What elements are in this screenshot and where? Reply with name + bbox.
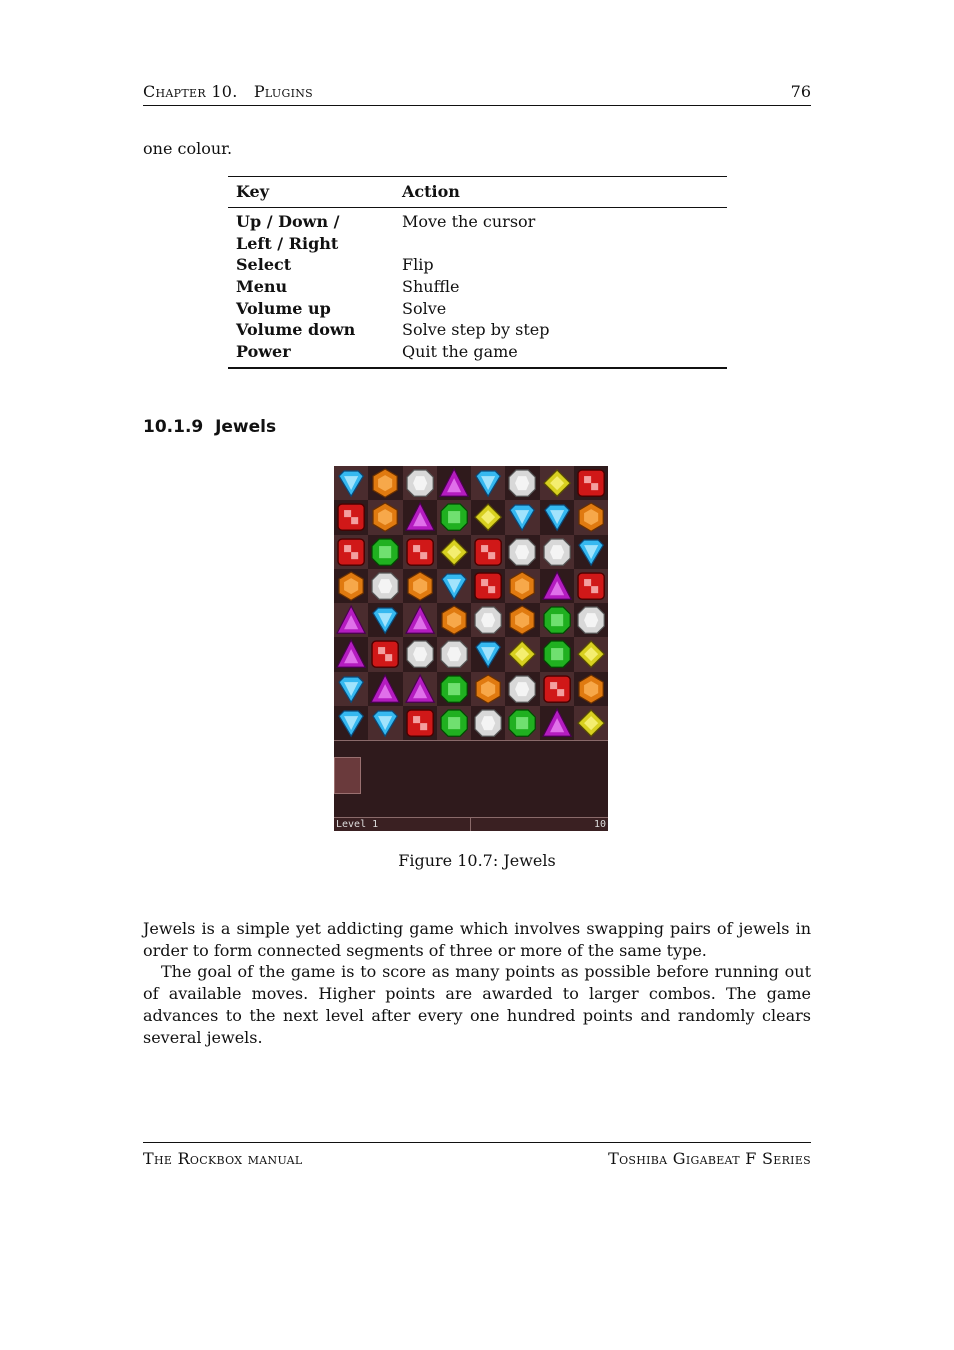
jewel-cell <box>368 603 402 637</box>
white-jewel-icon <box>505 672 539 706</box>
jewel-cell <box>574 500 608 534</box>
key-cell <box>236 298 331 320</box>
jewel-cell <box>540 637 574 671</box>
red-jewel-icon <box>540 672 574 706</box>
jewel-cell <box>403 535 437 569</box>
white-jewel-icon <box>505 535 539 569</box>
yellow-jewel-icon <box>540 466 574 500</box>
yellow-jewel-icon <box>574 637 608 671</box>
jewel-cell <box>471 672 505 706</box>
jewel-cell <box>403 603 437 637</box>
diamond-jewel-icon <box>334 706 368 740</box>
purple-jewel-icon <box>437 466 471 500</box>
diamond-jewel-icon <box>540 500 574 534</box>
jewel-cell <box>437 637 471 671</box>
status-level: Level 1 <box>336 819 379 830</box>
jewel-cell <box>471 603 505 637</box>
jewel-cell <box>437 569 471 603</box>
chapter-label: Chapter 10. <box>143 82 238 101</box>
orange-jewel-icon <box>574 500 608 534</box>
red-jewel-icon <box>471 569 505 603</box>
jewel-cell <box>368 500 402 534</box>
diamond-jewel-icon <box>334 466 368 500</box>
jewel-cell <box>505 603 539 637</box>
red-jewel-icon <box>334 500 368 534</box>
orange-jewel-icon <box>471 672 505 706</box>
jewel-cell <box>403 466 437 500</box>
jewel-cell <box>471 535 505 569</box>
jewel-cell <box>368 466 402 500</box>
green-jewel-icon <box>368 535 402 569</box>
green-jewel-icon <box>540 603 574 637</box>
jewel-cell <box>505 706 539 740</box>
jewel-cell <box>334 569 368 603</box>
action-cell: Quit the game <box>402 342 518 362</box>
action-cell: Flip <box>402 255 434 275</box>
yellow-jewel-icon <box>505 637 539 671</box>
red-jewel-icon <box>334 535 368 569</box>
jewel-cell <box>574 603 608 637</box>
paragraph-goal: The goal of the game is to score as many points as possible before running out of available moves. Higher points are awarded to larger combos. The game advances to the next level after every one hundred points and randomly clears several jewels. <box>143 962 811 1047</box>
status-score: 10 <box>593 819 606 830</box>
jewel-cell <box>368 672 402 706</box>
key-line: Volume up <box>236 298 331 318</box>
orange-jewel-icon <box>334 569 368 603</box>
key-line: Left / Right <box>236 233 339 253</box>
header-rule <box>143 105 811 106</box>
jewel-cell <box>540 535 574 569</box>
white-jewel-icon <box>574 603 608 637</box>
key-cell <box>236 211 340 254</box>
intro-fragment: one colour. <box>143 139 233 158</box>
diamond-jewel-icon <box>437 569 471 603</box>
orange-jewel-icon <box>574 672 608 706</box>
table-row <box>228 254 727 276</box>
diamond-jewel-icon <box>471 466 505 500</box>
status-divider <box>470 817 471 831</box>
purple-jewel-icon <box>368 672 402 706</box>
jewel-cell <box>334 466 368 500</box>
jewel-cell <box>540 569 574 603</box>
col-key-header: Key <box>236 182 270 201</box>
diamond-jewel-icon <box>368 706 402 740</box>
white-jewel-icon <box>540 535 574 569</box>
diamond-jewel-icon <box>368 603 402 637</box>
jewel-cell <box>334 535 368 569</box>
key-cell <box>236 254 291 276</box>
yellow-jewel-icon <box>574 706 608 740</box>
grid-bottom-line <box>334 740 608 741</box>
jewel-cell <box>334 706 368 740</box>
red-jewel-icon <box>574 569 608 603</box>
action-cell: Move the cursor <box>402 212 536 231</box>
jewel-cell <box>368 569 402 603</box>
jewel-cell <box>471 500 505 534</box>
key-table <box>228 176 727 369</box>
figure-caption: Figure 10.7: Jewels <box>398 851 556 870</box>
red-jewel-icon <box>403 535 437 569</box>
jewel-cell <box>574 535 608 569</box>
white-jewel-icon <box>471 706 505 740</box>
purple-jewel-icon <box>403 500 437 534</box>
jewel-cell <box>540 706 574 740</box>
key-line: Volume down <box>236 320 356 340</box>
table-row <box>228 211 727 254</box>
purple-jewel-icon <box>334 637 368 671</box>
white-jewel-icon <box>471 603 505 637</box>
orange-jewel-icon <box>403 569 437 603</box>
jewel-cell <box>574 637 608 671</box>
footer-rule <box>143 1142 811 1143</box>
diamond-jewel-icon <box>471 637 505 671</box>
key-cell <box>236 341 291 363</box>
jewel-cell <box>437 535 471 569</box>
white-jewel-icon <box>505 466 539 500</box>
jewel-cell <box>368 706 402 740</box>
jewel-cell <box>471 637 505 671</box>
section-title: Jewels <box>215 417 277 437</box>
jewel-cell <box>471 569 505 603</box>
jewel-cell <box>540 672 574 706</box>
jewel-cell <box>574 706 608 740</box>
chapter-heading <box>143 82 313 101</box>
green-jewel-icon <box>505 706 539 740</box>
purple-jewel-icon <box>540 569 574 603</box>
jewel-cell <box>334 637 368 671</box>
action-cell: Solve <box>402 298 447 318</box>
action-cell: Solve step by step <box>402 320 550 340</box>
section-heading <box>143 417 276 437</box>
table-row <box>228 298 727 320</box>
diamond-jewel-icon <box>334 672 368 706</box>
jewel-cell <box>505 466 539 500</box>
jewel-cell <box>540 603 574 637</box>
jewel-cell <box>471 706 505 740</box>
orange-jewel-icon <box>505 603 539 637</box>
red-jewel-icon <box>368 637 402 671</box>
key-cell <box>236 319 355 341</box>
jewel-cell <box>437 672 471 706</box>
jewel-cell <box>540 500 574 534</box>
jewel-cell <box>334 500 368 534</box>
red-jewel-icon <box>403 706 437 740</box>
jewel-cell <box>505 500 539 534</box>
purple-jewel-icon <box>540 706 574 740</box>
white-jewel-icon <box>403 637 437 671</box>
white-jewel-icon <box>368 569 402 603</box>
jewel-cell <box>437 466 471 500</box>
jewel-cell <box>471 466 505 500</box>
orange-jewel-icon <box>368 466 402 500</box>
key-line: Power <box>236 342 291 362</box>
table-row <box>228 276 727 298</box>
key-line: Up / Down / <box>236 212 340 231</box>
jewel-cell <box>574 466 608 500</box>
diamond-jewel-icon <box>505 500 539 534</box>
jewel-cell <box>403 672 437 706</box>
page-number: 76 <box>790 82 811 101</box>
jewels-game-screenshot <box>334 466 608 831</box>
table-body <box>228 208 727 367</box>
orange-jewel-icon <box>368 500 402 534</box>
white-jewel-icon <box>437 637 471 671</box>
yellow-jewel-icon <box>437 535 471 569</box>
jewel-cell <box>437 500 471 534</box>
level-progress-box <box>334 757 361 794</box>
purple-jewel-icon <box>403 603 437 637</box>
key-line: Menu <box>236 277 288 297</box>
jewel-cell <box>574 672 608 706</box>
table-bottom-rule <box>228 367 727 369</box>
purple-jewel-icon <box>334 603 368 637</box>
action-cell: Shuffle <box>402 277 460 297</box>
green-jewel-icon <box>437 706 471 740</box>
jewel-cell <box>505 672 539 706</box>
section-number: 10.1.9 <box>143 417 204 437</box>
footer-device-series: Toshiba Gigabeat F Series <box>608 1149 811 1168</box>
jewel-cell <box>403 637 437 671</box>
jewel-cell <box>368 535 402 569</box>
jewel-cell <box>334 603 368 637</box>
table-header-row <box>228 177 727 207</box>
table-row <box>228 319 727 341</box>
orange-jewel-icon <box>505 569 539 603</box>
jewel-grid <box>334 466 608 740</box>
red-jewel-icon <box>574 466 608 500</box>
jewel-cell <box>403 706 437 740</box>
jewel-cell <box>368 637 402 671</box>
jewel-cell <box>505 535 539 569</box>
white-jewel-icon <box>403 466 437 500</box>
green-jewel-icon <box>437 500 471 534</box>
chapter-section-name: Plugins <box>253 82 313 101</box>
status-bar <box>334 817 608 831</box>
table-row <box>228 341 727 363</box>
paragraph-intro: Jewels is a simple yet addicting game which involves swapping pairs of jewels in order to form connected segments of three or more of the same type. <box>143 919 811 960</box>
col-action-header: Action <box>402 182 460 201</box>
green-jewel-icon <box>437 672 471 706</box>
footer-manual-title: The Rockbox manual <box>143 1149 303 1168</box>
purple-jewel-icon <box>403 672 437 706</box>
jewel-cell <box>334 672 368 706</box>
jewel-cell <box>505 569 539 603</box>
jewel-cell <box>437 603 471 637</box>
jewel-cell <box>540 466 574 500</box>
jewel-cell <box>505 637 539 671</box>
key-cell <box>236 276 287 298</box>
yellow-jewel-icon <box>471 500 505 534</box>
key-line: Select <box>236 255 292 275</box>
orange-jewel-icon <box>437 603 471 637</box>
jewel-cell <box>574 569 608 603</box>
green-jewel-icon <box>540 637 574 671</box>
diamond-jewel-icon <box>574 535 608 569</box>
red-jewel-icon <box>471 535 505 569</box>
jewel-cell <box>437 706 471 740</box>
jewel-cell <box>403 569 437 603</box>
jewel-cell <box>403 500 437 534</box>
